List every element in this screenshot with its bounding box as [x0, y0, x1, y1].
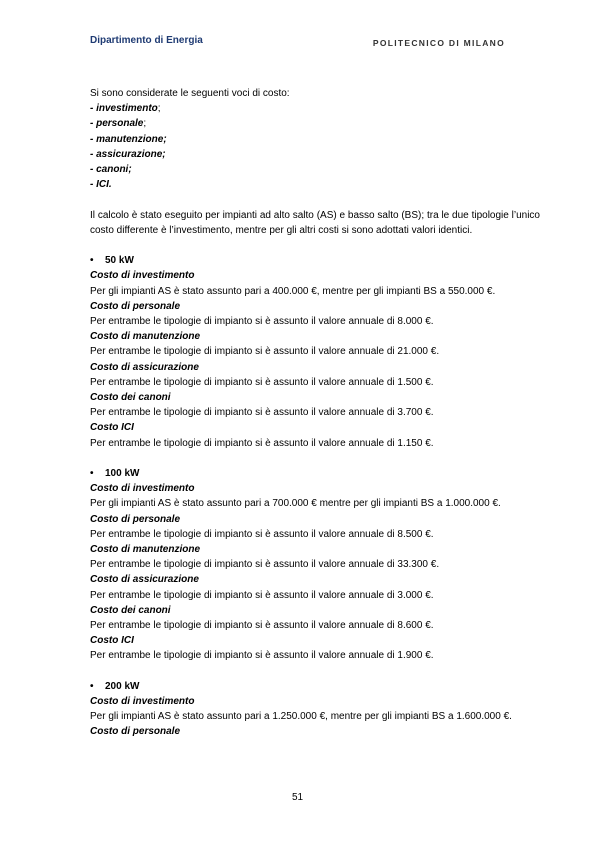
entry-heading: Costo di manutenzione — [90, 544, 200, 556]
section-200kw — [90, 679, 540, 740]
entry-text: Per entrambe le tipologie di impianto si è assunto il valore annuale di 3.000 €. — [90, 589, 434, 601]
entry-text: Per entrambe le tipologie di impianto si è assunto il valore annuale di 33.300 €. — [90, 559, 440, 571]
entry-text: Per entrambe le tipologie di impianto si è assunto il valore annuale di 8.600 €. — [90, 620, 434, 632]
cost-item: - assicurazione; — [90, 148, 166, 160]
entry-text: Per entrambe le tipologie di impianto si è assunto il valore annuale di 1.500 €. — [90, 376, 434, 388]
entry-text: Per entrambe le tipologie di impianto si è assunto il valore annuale di 8.000 €. — [90, 316, 434, 328]
page-number: 51 — [291, 792, 304, 803]
entry-heading: Costo di personale — [90, 300, 181, 312]
bullet-icon: • — [90, 680, 94, 692]
entry-heading: Costo ICI — [90, 422, 134, 434]
entry-text: Per gli impianti AS è stato assunto pari a 700.000 € mentre per gli impianti BS a 1.000.000 €. — [90, 498, 501, 510]
entry-text: Per entrambe le tipologie di impianto si è assunto il valore annuale di 1.150 €. — [90, 437, 434, 449]
cost-item: - investimento; — [90, 103, 161, 115]
entry-heading: Costo di investimento — [90, 696, 195, 708]
header-department: Dipartimento di Energia — [90, 35, 203, 46]
entry-heading: Costo di personale — [90, 513, 181, 525]
cost-item: - personale; — [90, 118, 147, 130]
section-heading: • 200 kW — [90, 679, 540, 694]
cost-item: - manutenzione; — [90, 133, 167, 145]
cost-item: - ICI. — [90, 179, 112, 191]
document-body — [90, 86, 540, 740]
entry-text: Per gli impianti AS è stato assunto pari a 1.250.000 €, mentre per gli impianti BS a 1.600.000 €. — [90, 711, 512, 723]
header-institution: POLITECNICO DI MILANO — [372, 38, 505, 48]
intro-text: Si sono considerate le seguenti voci di costo: — [90, 88, 290, 99]
section-100kw — [90, 466, 540, 664]
entry-heading: Costo di personale — [90, 726, 181, 738]
method-paragraph: Il calcolo è stato eseguito per impianti ad alto salto (AS) e basso salto (BS); tra le due tipologie l’unico costo differente è l’investimento, mentre per gli altri costi si sono adottati valori identici. — [90, 209, 540, 236]
cost-item-list — [90, 101, 540, 192]
entry-heading: Costo ICI — [90, 635, 134, 647]
section-heading: • 50 kW — [90, 253, 540, 268]
cost-item: - canoni; — [90, 164, 132, 176]
entry-text: Per entrambe le tipologie di impianto si è assunto il valore annuale di 3.700 €. — [90, 407, 434, 419]
entry-heading: Costo di manutenzione — [90, 331, 200, 343]
entry-heading: Costo di assicurazione — [90, 361, 199, 373]
bullet-icon: • — [90, 468, 94, 480]
entry-text: Per entrambe le tipologie di impianto si è assunto il valore annuale di 21.000 €. — [90, 346, 440, 358]
entry-text: Per entrambe le tipologie di impianto si è assunto il valore annuale di 8.500 €. — [90, 528, 434, 540]
entry-heading: Costo dei canoni — [90, 392, 171, 404]
entry-text: Per gli impianti AS è stato assunto pari a 400.000 €, mentre per gli impianti BS a 550.000 €. — [90, 285, 496, 297]
entry-heading: Costo di assicurazione — [90, 574, 199, 586]
entry-heading: Costo dei canoni — [90, 604, 171, 616]
bullet-icon: • — [90, 255, 94, 267]
entry-text: Per entrambe le tipologie di impianto si è assunto il valore annuale di 1.900 €. — [90, 650, 434, 662]
section-50kw — [90, 253, 540, 451]
entry-heading: Costo di investimento — [90, 483, 195, 495]
section-heading: • 100 kW — [90, 466, 540, 481]
entry-heading: Costo di investimento — [90, 270, 195, 282]
